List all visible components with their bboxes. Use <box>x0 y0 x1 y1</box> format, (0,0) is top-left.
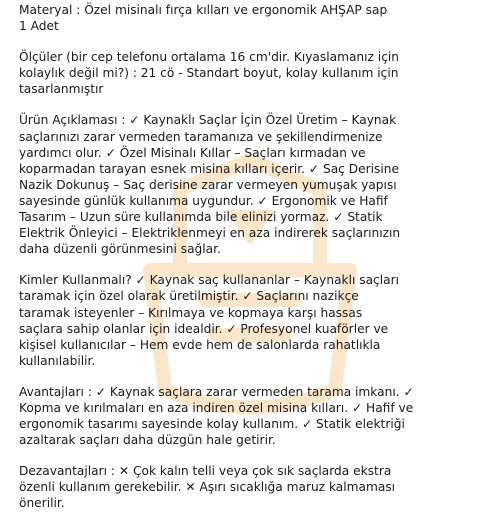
text-line: Dezavantajları : ✕ Çok kalın telli veya çok sık saçlarda ekstra <box>19 464 392 479</box>
text-line: 1 Adet <box>19 19 59 34</box>
paragraph-3 <box>19 112 482 257</box>
text-line: koparmadan tarayan esnek misina kılları içerir. ✓ Saç Derisine <box>19 161 399 176</box>
paragraph-1 <box>19 2 482 34</box>
paragraph-6 <box>19 463 482 511</box>
text-line: özenli kullanım gerekebilir. ✕ Aşırı sıcaklığa maruz kalmaması <box>19 480 396 495</box>
text-line: Ürün Açıklaması : ✓ Kaynaklı Saçlar İçin Özel Üretim – Kaynak <box>19 113 397 128</box>
text-line: kişisel kullanıcılar – Hem evde hem de salonlarda rahatlıkla <box>19 337 381 352</box>
text-line: saçlarınızı zarar vermeden taramanıza ve şekillendirmenize <box>19 129 383 144</box>
paragraph-2 <box>19 49 482 97</box>
text-line: sayesinde günlük kullanıma uygundur. ✓ Ergonomik ve Hafif <box>19 193 388 208</box>
paragraph-5 <box>19 384 482 448</box>
text-line: Materyal : Özel misinalı fırça kılları ve ergonomik AHŞAP sap <box>19 3 388 17</box>
text-line: saçlara sahip olanlar için idealdir. ✓ Profesyonel kuaförler ve <box>19 321 389 336</box>
text-line: Kimler Kullanmalı? ✓ Kaynak saç kullananlar – Kaynaklı saçları <box>19 273 400 288</box>
text-line: kolaylık değil mi?) : 21 cö - Standart boyut, kolay kullanım için <box>19 66 399 81</box>
text-line: ergonomik tasarımı sayesinde kolay kullanım. ✓ Statik elektriği <box>19 417 405 432</box>
text-line: tasarlanmıştır <box>19 82 104 97</box>
text-line: azaltarak saçları daha düzgün hale getirir. <box>19 433 276 448</box>
text-line: Ölçüler (bir cep telefonu ortalama 16 cm'dir. Kıyaslamanız için <box>19 50 400 65</box>
text-line: kullanılabilir. <box>19 353 96 368</box>
text-line: önerilir. <box>19 496 65 511</box>
paragraph-4 <box>19 272 482 369</box>
text-line: taramak için özel olarak üretilmiştir. ✓ Saçlarını nazikçe <box>19 289 359 304</box>
text-line: Nazik Dokunuş – Saç derisine zarar vermeyen yumuşak yapısı <box>19 177 397 192</box>
text-line: Kopma ve kırılmaları en aza indiren özel misina kılları. ✓ Hafif ve <box>19 400 414 415</box>
text-line: yardımcı olur. ✓ Özel Misinalı Kıllar – Saçları kırmadan ve <box>19 145 366 160</box>
text-line: Avantajları : ✓ Kaynak saçlara zarar vermeden tarama imkanı. ✓ <box>19 384 414 399</box>
text-line: daha düzenli görünmesini sağlar. <box>19 242 221 257</box>
text-line: taramak isteyenler – Kırılmaya ve kopmaya karşı hassas <box>19 305 363 320</box>
text-line: Elektrik Önleyici – Elektriklenmeyi en aza indirerek saçlarınızın <box>19 226 401 241</box>
text-line: Tasarım – Uzun süre kullanımda bile elinizi yormaz. ✓ Statik <box>19 210 383 225</box>
